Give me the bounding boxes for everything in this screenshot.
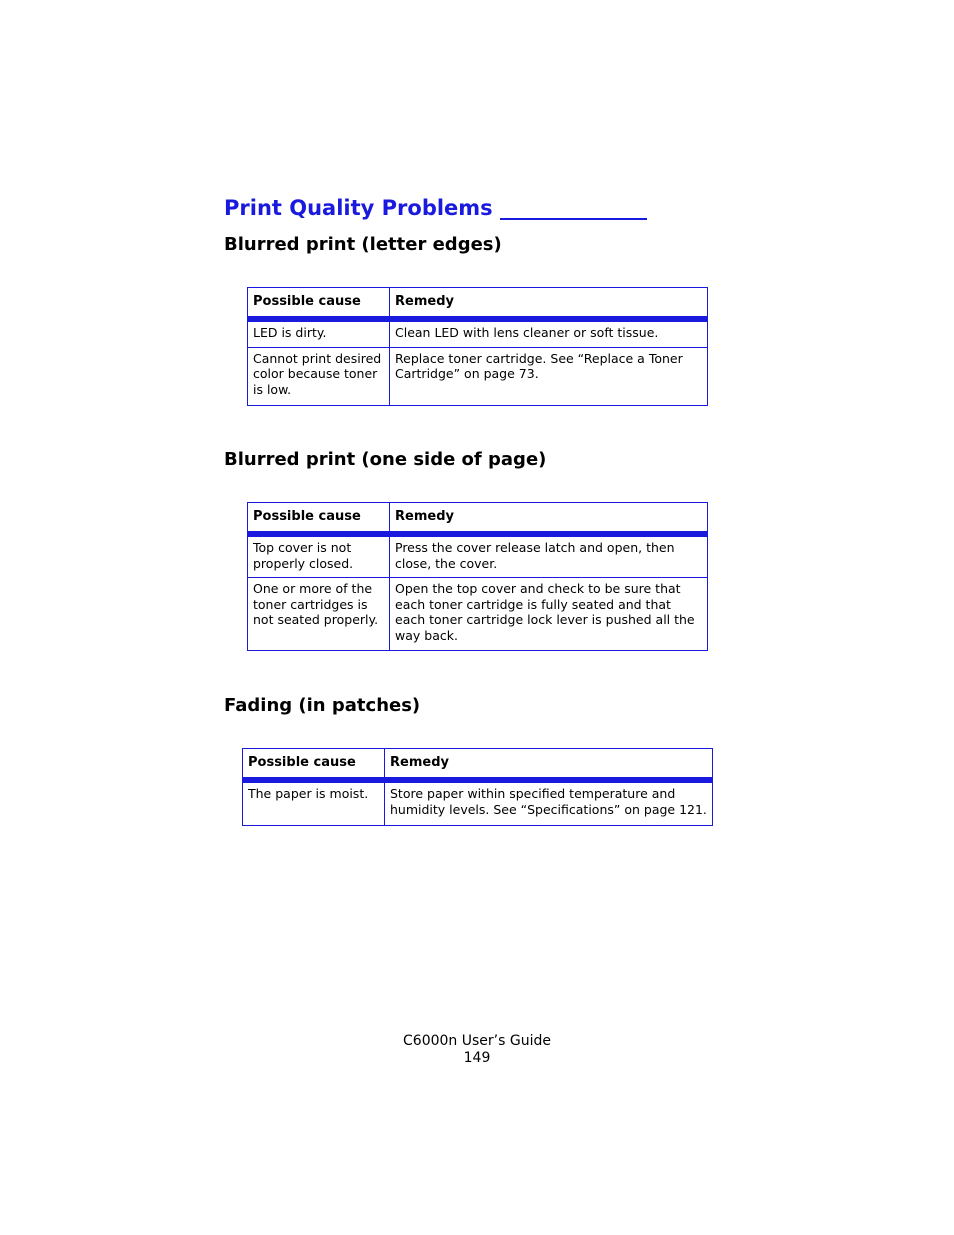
column-header-remedy: Remedy: [385, 749, 713, 781]
table-row: [248, 578, 708, 650]
page-title: Print Quality Problems ______________: [224, 196, 647, 220]
page-number: 149: [463, 1050, 491, 1066]
table-header-row: [248, 288, 708, 320]
guide-name: C6000n User’s Guide: [403, 1033, 551, 1049]
remedy-cell: Replace toner cartridge. See “Replace a Toner Cartridge” on page 73.: [390, 347, 708, 406]
table-header-row: [243, 749, 713, 781]
remedy-cell: Store paper within specified temperature and humidity levels. See “Specifications” on page 121.: [385, 780, 713, 826]
cause-cell: Top cover is not properly closed.: [248, 534, 390, 578]
troubleshooting-table-letter-edges: [247, 287, 708, 406]
remedy-cell: Clean LED with lens cleaner or soft tissue.: [390, 319, 708, 347]
section-heading-fading: Fading (in patches): [224, 695, 421, 716]
table-row: [248, 319, 708, 347]
column-header-cause: Possible cause: [248, 288, 390, 320]
troubleshooting-table-fading: [242, 748, 713, 826]
cause-cell: Cannot print desired color because toner is low.: [248, 347, 390, 406]
troubleshooting-table-one-side: [247, 502, 708, 651]
column-header-cause: Possible cause: [248, 503, 390, 535]
table-row: [248, 347, 708, 406]
cause-cell: The paper is moist.: [243, 780, 385, 826]
section-heading-letter-edges: Blurred print (letter edges): [224, 234, 502, 255]
remedy-cell: Open the top cover and check to be sure that each toner cartridge is fully seated and that each toner cartridge lock lever is pushed all the way back.: [390, 578, 708, 650]
remedy-cell: Press the cover release latch and open, then close, the cover.: [390, 534, 708, 578]
table-row: [243, 780, 713, 826]
column-header-remedy: Remedy: [390, 503, 708, 535]
cause-cell: LED is dirty.: [248, 319, 390, 347]
page-footer: [0, 1033, 954, 1067]
table-row: [248, 534, 708, 578]
column-header-remedy: Remedy: [390, 288, 708, 320]
table-header-row: [248, 503, 708, 535]
section-heading-one-side: Blurred print (one side of page): [224, 449, 547, 470]
cause-cell: One or more of the toner cartridges is not seated properly.: [248, 578, 390, 650]
column-header-cause: Possible cause: [243, 749, 385, 781]
